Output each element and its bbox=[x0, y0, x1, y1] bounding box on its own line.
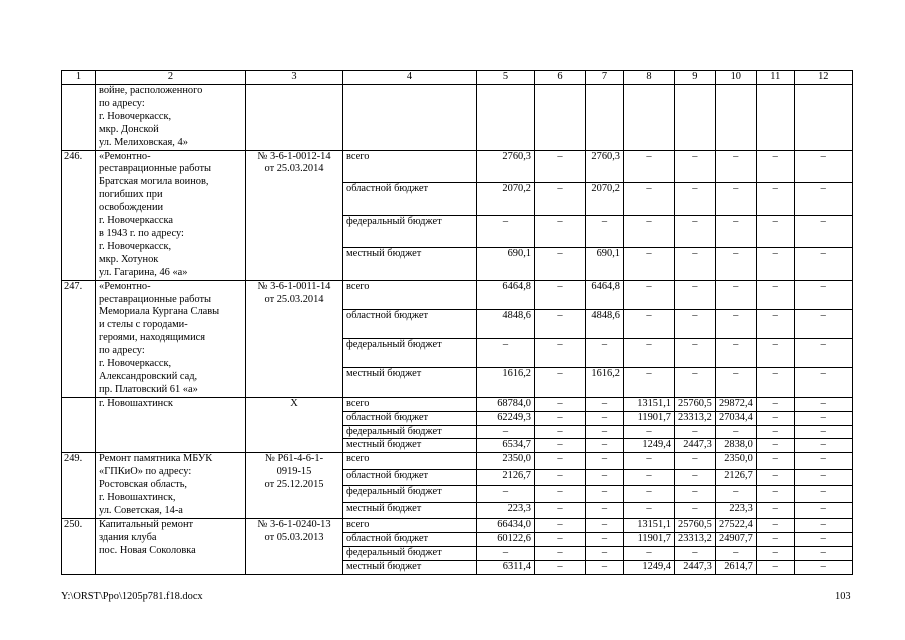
value-cell: – bbox=[624, 469, 675, 485]
value-cell: 2760,3 bbox=[586, 150, 624, 183]
document-line: № 3-6-1-0012-14 bbox=[257, 150, 331, 162]
value-cell: – bbox=[794, 215, 852, 248]
object-name-cell bbox=[96, 518, 246, 574]
object-name-line: Братская могила воинов, bbox=[99, 176, 209, 188]
value-cell: 66434,0 bbox=[477, 518, 535, 532]
value-cell: – bbox=[477, 425, 535, 439]
value-cell bbox=[715, 85, 756, 151]
value-cell: 2126,7 bbox=[477, 469, 535, 485]
header-cell-4: 4 bbox=[343, 71, 477, 85]
object-name-line: г. Новочеркасск, bbox=[99, 358, 172, 370]
value-cell: 6464,8 bbox=[477, 280, 535, 309]
value-cell bbox=[624, 85, 675, 151]
value-cell: – bbox=[794, 411, 852, 425]
document-line: Х bbox=[290, 397, 298, 409]
value-cell: – bbox=[794, 150, 852, 183]
value-cell: 2447,3 bbox=[675, 439, 716, 453]
object-name-line: пос. Новая Соколовка bbox=[99, 544, 196, 556]
object-name-line: погибших при bbox=[99, 189, 163, 201]
value-cell: – bbox=[756, 150, 794, 183]
header-cell-6: 6 bbox=[535, 71, 586, 85]
value-cell: 11901,7 bbox=[624, 411, 675, 425]
value-cell: – bbox=[535, 469, 586, 485]
value-cell: – bbox=[535, 425, 586, 439]
document-line: от 25.03.2014 bbox=[264, 163, 324, 175]
value-cell: 1616,2 bbox=[477, 368, 535, 397]
value-cell: – bbox=[675, 248, 716, 281]
value-cell: – bbox=[586, 469, 624, 485]
value-cell: – bbox=[756, 215, 794, 248]
value-cell: 6311,4 bbox=[477, 560, 535, 574]
document-cell bbox=[246, 85, 343, 151]
value-cell: – bbox=[756, 469, 794, 485]
value-cell: – bbox=[586, 453, 624, 469]
document-cell bbox=[246, 518, 343, 574]
value-cell: – bbox=[624, 248, 675, 281]
table-row bbox=[62, 280, 853, 309]
value-cell: 2350,0 bbox=[715, 453, 756, 469]
header-cell-5: 5 bbox=[477, 71, 535, 85]
value-cell bbox=[675, 85, 716, 151]
value-cell: 29872,4 bbox=[715, 397, 756, 411]
object-name-line: по адресу: bbox=[99, 345, 145, 357]
value-cell: – bbox=[794, 502, 852, 518]
source-cell: всего bbox=[343, 280, 477, 309]
value-cell: – bbox=[756, 518, 794, 532]
value-cell: – bbox=[715, 339, 756, 368]
value-cell: 1249,4 bbox=[624, 560, 675, 574]
document-line: от 05.03.2013 bbox=[264, 531, 324, 543]
value-cell: – bbox=[794, 560, 852, 574]
source-cell: областной бюджет bbox=[343, 532, 477, 546]
value-cell: 2447,3 bbox=[675, 560, 716, 574]
object-name-line: реставрационные работы bbox=[99, 293, 211, 305]
object-name-cell bbox=[96, 453, 246, 519]
value-cell: – bbox=[794, 397, 852, 411]
document-line: № 3-6-1-0011-14 bbox=[257, 280, 331, 292]
value-cell: – bbox=[756, 486, 794, 502]
value-cell: – bbox=[535, 248, 586, 281]
value-cell: 223,3 bbox=[477, 502, 535, 518]
value-cell: – bbox=[675, 368, 716, 397]
document-line: от 25.03.2014 bbox=[264, 293, 324, 305]
value-cell: – bbox=[535, 502, 586, 518]
value-cell: – bbox=[624, 339, 675, 368]
object-name-line: г. Новошахтинск bbox=[99, 397, 173, 409]
document-line: № Р61-4-6-1- bbox=[264, 453, 324, 465]
value-cell: 690,1 bbox=[586, 248, 624, 281]
value-cell: – bbox=[586, 411, 624, 425]
value-cell: – bbox=[477, 215, 535, 248]
object-name-line: «Ремонтно- bbox=[99, 280, 151, 292]
value-cell: – bbox=[794, 518, 852, 532]
value-cell: – bbox=[535, 546, 586, 560]
source-cell: местный бюджет bbox=[343, 502, 477, 518]
document-cell bbox=[246, 280, 343, 397]
header-cell-11: 11 bbox=[756, 71, 794, 85]
value-cell: – bbox=[715, 215, 756, 248]
value-cell: – bbox=[535, 150, 586, 183]
header-cell-12: 12 bbox=[794, 71, 852, 85]
value-cell: – bbox=[794, 439, 852, 453]
table-header bbox=[62, 71, 853, 85]
value-cell: – bbox=[794, 339, 852, 368]
value-cell: 25760,5 bbox=[675, 397, 716, 411]
source-cell: местный бюджет bbox=[343, 368, 477, 397]
value-cell: – bbox=[535, 368, 586, 397]
source-cell: областной бюджет bbox=[343, 411, 477, 425]
value-cell: – bbox=[715, 425, 756, 439]
value-cell: – bbox=[756, 397, 794, 411]
value-cell: – bbox=[794, 425, 852, 439]
value-cell bbox=[477, 85, 535, 151]
value-cell: – bbox=[756, 183, 794, 216]
value-cell: – bbox=[586, 502, 624, 518]
value-cell: – bbox=[535, 183, 586, 216]
value-cell: – bbox=[756, 425, 794, 439]
value-cell: – bbox=[535, 339, 586, 368]
source-cell: областной бюджет bbox=[343, 469, 477, 485]
value-cell: 6464,8 bbox=[586, 280, 624, 309]
value-cell: – bbox=[794, 280, 852, 309]
value-cell: – bbox=[675, 309, 716, 338]
object-name-cell bbox=[96, 150, 246, 280]
value-cell: – bbox=[586, 560, 624, 574]
table-body bbox=[62, 85, 853, 575]
value-cell: – bbox=[535, 397, 586, 411]
value-cell: – bbox=[624, 309, 675, 338]
value-cell: 2126,7 bbox=[715, 469, 756, 485]
budget-table bbox=[61, 70, 853, 575]
object-name-line: ул. Советская, 14-а bbox=[99, 505, 183, 516]
object-name-line: пр. Платовский 61 «а» bbox=[99, 383, 198, 395]
value-cell: – bbox=[756, 439, 794, 453]
value-cell: – bbox=[715, 309, 756, 338]
value-cell: 60122,6 bbox=[477, 532, 535, 546]
value-cell: – bbox=[675, 280, 716, 309]
value-cell: – bbox=[756, 453, 794, 469]
object-name-line: и стелы с городами- bbox=[99, 319, 188, 331]
value-cell: – bbox=[675, 453, 716, 469]
value-cell: 1249,4 bbox=[624, 439, 675, 453]
value-cell: 68784,0 bbox=[477, 397, 535, 411]
source-cell bbox=[343, 85, 477, 151]
header-cell-9: 9 bbox=[675, 71, 716, 85]
budget-table-page bbox=[61, 70, 853, 575]
document-cell bbox=[246, 453, 343, 519]
value-cell: – bbox=[624, 425, 675, 439]
value-cell: – bbox=[535, 309, 586, 338]
value-cell: – bbox=[675, 486, 716, 502]
document-cell bbox=[246, 150, 343, 280]
value-cell: – bbox=[586, 439, 624, 453]
value-cell: – bbox=[715, 280, 756, 309]
value-cell: 27034,4 bbox=[715, 411, 756, 425]
value-cell bbox=[535, 85, 586, 151]
document-line: 0919-15 bbox=[276, 466, 312, 478]
value-cell: 25760,5 bbox=[675, 518, 716, 532]
value-cell: – bbox=[535, 280, 586, 309]
value-cell: 6534,7 bbox=[477, 439, 535, 453]
source-cell: областной бюджет bbox=[343, 183, 477, 216]
object-name-line: Ростовская область, bbox=[99, 479, 188, 491]
value-cell: – bbox=[794, 546, 852, 560]
value-cell: – bbox=[586, 397, 624, 411]
value-cell: 4848,6 bbox=[477, 309, 535, 338]
value-cell: – bbox=[715, 150, 756, 183]
source-cell: всего bbox=[343, 150, 477, 183]
value-cell: – bbox=[675, 183, 716, 216]
value-cell: – bbox=[477, 546, 535, 560]
value-cell: – bbox=[586, 486, 624, 502]
object-name-line: Мемориала Кургана Славы bbox=[99, 306, 220, 318]
value-cell: 23313,2 bbox=[675, 532, 716, 546]
value-cell: – bbox=[675, 502, 716, 518]
row-number-cell: 246. bbox=[62, 150, 96, 280]
value-cell: 24907,7 bbox=[715, 532, 756, 546]
value-cell: – bbox=[535, 532, 586, 546]
table-row bbox=[62, 518, 853, 532]
footer-page-number: 103 bbox=[835, 591, 851, 602]
value-cell: – bbox=[535, 411, 586, 425]
value-cell: – bbox=[535, 560, 586, 574]
value-cell: – bbox=[675, 215, 716, 248]
object-name-line: г. Новочеркасска bbox=[99, 215, 174, 227]
value-cell: 2614,7 bbox=[715, 560, 756, 574]
source-cell: всего bbox=[343, 518, 477, 532]
value-cell: 13151,1 bbox=[624, 397, 675, 411]
source-cell: местный бюджет bbox=[343, 439, 477, 453]
value-cell: – bbox=[756, 560, 794, 574]
value-cell: – bbox=[477, 486, 535, 502]
value-cell: 27522,4 bbox=[715, 518, 756, 532]
value-cell bbox=[794, 85, 852, 151]
document-line: № 3-6-1-0240-13 bbox=[257, 518, 331, 530]
value-cell: – bbox=[794, 248, 852, 281]
value-cell: – bbox=[756, 502, 794, 518]
object-name-line: в 1943 г. по адресу: bbox=[99, 227, 184, 239]
header-cell-10: 10 bbox=[715, 71, 756, 85]
value-cell: – bbox=[586, 339, 624, 368]
object-name-cell bbox=[96, 397, 246, 453]
value-cell: – bbox=[794, 532, 852, 546]
value-cell: – bbox=[586, 518, 624, 532]
source-cell: федеральный бюджет bbox=[343, 486, 477, 502]
value-cell: – bbox=[756, 339, 794, 368]
object-name-line: реставрационные работы bbox=[99, 163, 211, 175]
source-cell: местный бюджет bbox=[343, 248, 477, 281]
value-cell: – bbox=[586, 546, 624, 560]
value-cell bbox=[586, 85, 624, 151]
value-cell: 2070,2 bbox=[586, 183, 624, 216]
value-cell: – bbox=[586, 532, 624, 546]
header-cell-2: 2 bbox=[96, 71, 246, 85]
header-cell-1: 1 bbox=[62, 71, 96, 85]
value-cell: – bbox=[756, 368, 794, 397]
object-name-line: мкр. Хотунок bbox=[99, 253, 159, 265]
object-name-line: г. Новочеркасск, bbox=[99, 110, 172, 122]
source-cell: федеральный бюджет bbox=[343, 546, 477, 560]
source-cell: федеральный бюджет bbox=[343, 339, 477, 368]
value-cell: – bbox=[535, 518, 586, 532]
value-cell: – bbox=[794, 453, 852, 469]
object-name-line: Ремонт памятника МБУК bbox=[99, 453, 213, 465]
row-number-cell bbox=[62, 397, 96, 453]
value-cell: – bbox=[715, 183, 756, 216]
table-row bbox=[62, 150, 853, 183]
value-cell: – bbox=[756, 280, 794, 309]
value-cell: – bbox=[624, 280, 675, 309]
source-cell: федеральный бюджет bbox=[343, 425, 477, 439]
value-cell: – bbox=[715, 486, 756, 502]
value-cell: 2838,0 bbox=[715, 439, 756, 453]
object-name-line: здания клуба bbox=[99, 531, 157, 543]
object-name-line: героями, находящимися bbox=[99, 332, 206, 344]
value-cell: – bbox=[794, 309, 852, 338]
value-cell: – bbox=[794, 469, 852, 485]
source-cell: областной бюджет bbox=[343, 309, 477, 338]
object-name-line: г. Новошахтинск, bbox=[99, 492, 176, 504]
object-name-cell bbox=[96, 85, 246, 151]
value-cell: – bbox=[675, 469, 716, 485]
value-cell: 13151,1 bbox=[624, 518, 675, 532]
value-cell: – bbox=[794, 183, 852, 216]
value-cell: 2760,3 bbox=[477, 150, 535, 183]
value-cell: 223,3 bbox=[715, 502, 756, 518]
value-cell: 23313,2 bbox=[675, 411, 716, 425]
object-name-line: г. Новочеркасск, bbox=[99, 240, 172, 252]
value-cell: 2350,0 bbox=[477, 453, 535, 469]
row-number-cell: 249. bbox=[62, 453, 96, 519]
object-name-line: ул. Гагарина, 46 «а» bbox=[99, 266, 188, 278]
value-cell: – bbox=[675, 546, 716, 560]
object-name-line: ул. Мелиховская, 4» bbox=[99, 136, 188, 148]
value-cell: 11901,7 bbox=[624, 532, 675, 546]
value-cell: – bbox=[624, 502, 675, 518]
value-cell: 62249,3 bbox=[477, 411, 535, 425]
value-cell: 2070,2 bbox=[477, 183, 535, 216]
value-cell: – bbox=[586, 215, 624, 248]
row-number-cell: 250. bbox=[62, 518, 96, 574]
value-cell: – bbox=[624, 183, 675, 216]
value-cell: – bbox=[624, 215, 675, 248]
value-cell: – bbox=[624, 486, 675, 502]
object-name-line: по адресу: bbox=[99, 97, 145, 109]
value-cell: – bbox=[535, 486, 586, 502]
source-cell: местный бюджет bbox=[343, 560, 477, 574]
header-cell-8: 8 bbox=[624, 71, 675, 85]
table-row-intro bbox=[62, 85, 853, 151]
value-cell: – bbox=[624, 453, 675, 469]
value-cell: – bbox=[675, 150, 716, 183]
object-name-line: Александровский сад, bbox=[99, 370, 198, 382]
object-name-line: войне, расположенного bbox=[99, 85, 203, 96]
value-cell: – bbox=[756, 411, 794, 425]
row-number-cell: 247. bbox=[62, 280, 96, 397]
value-cell: – bbox=[756, 546, 794, 560]
value-cell: – bbox=[756, 532, 794, 546]
object-name-line: мкр. Донской bbox=[99, 123, 159, 135]
value-cell: – bbox=[794, 368, 852, 397]
document-cell bbox=[246, 397, 343, 453]
header-row bbox=[62, 71, 853, 85]
value-cell: – bbox=[794, 486, 852, 502]
value-cell: 4848,6 bbox=[586, 309, 624, 338]
source-cell: всего bbox=[343, 453, 477, 469]
footer-file-path: Y:\ORST\Ppo\1205p781.f18.docx bbox=[61, 591, 203, 602]
object-name-cell bbox=[96, 280, 246, 397]
value-cell: – bbox=[535, 453, 586, 469]
value-cell: – bbox=[715, 248, 756, 281]
table-row bbox=[62, 397, 853, 411]
value-cell: – bbox=[756, 309, 794, 338]
source-cell: всего bbox=[343, 397, 477, 411]
value-cell: 690,1 bbox=[477, 248, 535, 281]
value-cell: – bbox=[586, 425, 624, 439]
value-cell: – bbox=[535, 439, 586, 453]
value-cell bbox=[756, 85, 794, 151]
value-cell: – bbox=[477, 339, 535, 368]
value-cell: – bbox=[535, 215, 586, 248]
source-cell: федеральный бюджет bbox=[343, 215, 477, 248]
document-line: от 25.12.2015 bbox=[264, 479, 324, 491]
value-cell: – bbox=[675, 425, 716, 439]
value-cell: – bbox=[756, 248, 794, 281]
object-name-line: «ГПКиО» по адресу: bbox=[99, 466, 192, 478]
value-cell: – bbox=[624, 368, 675, 397]
value-cell: – bbox=[715, 546, 756, 560]
header-cell-7: 7 bbox=[586, 71, 624, 85]
row-number-cell bbox=[62, 85, 96, 151]
value-cell: – bbox=[715, 368, 756, 397]
value-cell: – bbox=[624, 150, 675, 183]
object-name-line: «Ремонтно- bbox=[99, 150, 151, 162]
value-cell: 1616,2 bbox=[586, 368, 624, 397]
header-cell-3: 3 bbox=[246, 71, 343, 85]
value-cell: – bbox=[624, 546, 675, 560]
object-name-line: освобождении bbox=[99, 202, 164, 214]
table-row bbox=[62, 453, 853, 469]
object-name-line: Капитальный ремонт bbox=[99, 518, 194, 530]
value-cell: – bbox=[675, 339, 716, 368]
